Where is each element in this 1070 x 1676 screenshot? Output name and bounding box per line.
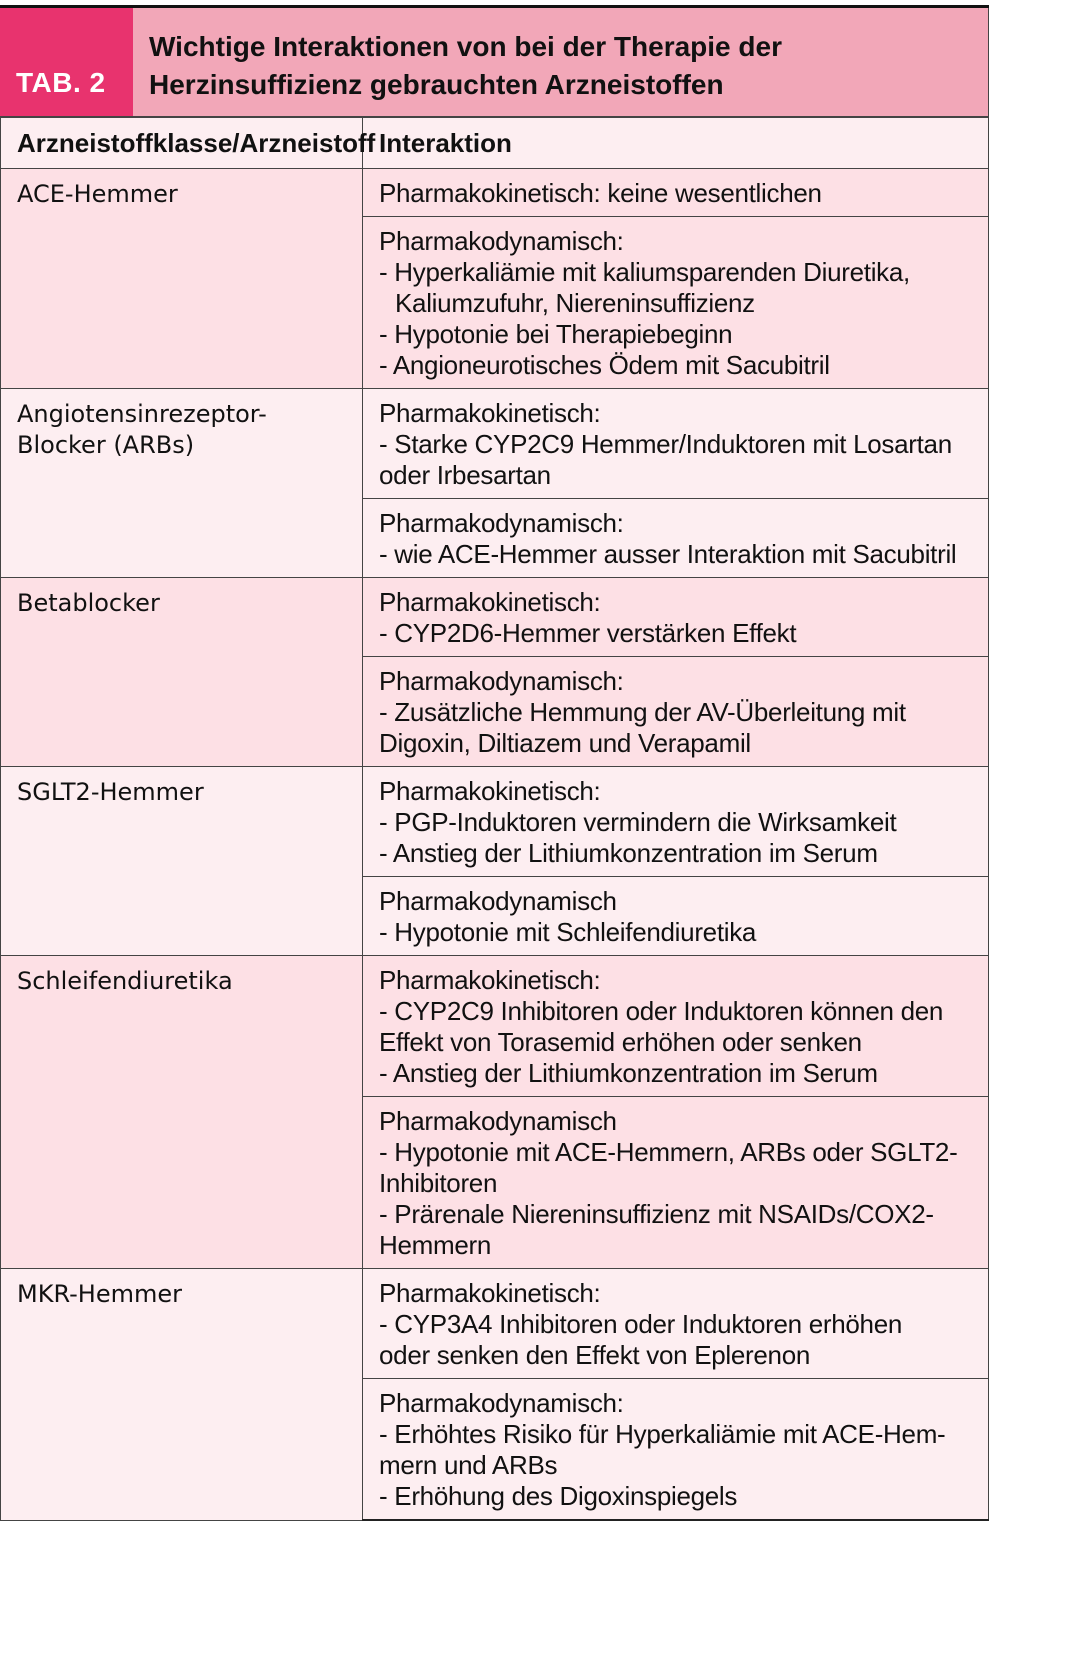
table-caption <box>0 8 989 117</box>
table-title-line: Herzinsuffizienz gebrauchten Arzneistoffen <box>149 69 724 100</box>
column-header-row <box>1 118 989 169</box>
table-title-line: Wichtige Interaktionen von bei der Therapie der <box>149 31 782 62</box>
interaction-cell <box>363 217 989 389</box>
interaction-line: - Starke CYP2C9 Hemmer/Induktoren mit Losartan <box>379 429 952 459</box>
interaction-line: - Erhöhtes Risiko für Hyperkaliämie mit ACE-Hem- <box>379 1419 946 1449</box>
interaction-line: oder Irbesartan <box>379 460 551 490</box>
interaction-table-figure <box>0 5 989 1521</box>
interaction-line: Pharmakokinetisch: <box>379 776 601 806</box>
interaction-line: - Hypotonie mit ACE-Hemmern, ARBs oder SGLT2- <box>379 1137 958 1167</box>
interaction-line: Pharmakokinetisch: <box>379 965 601 995</box>
interaction-line: Pharmakodynamisch <box>379 1106 617 1136</box>
interaction-line: Effekt von Torasemid erhöhen oder senken <box>379 1027 862 1057</box>
drug-class-cell: Schleifendiuretika <box>1 956 363 1269</box>
interaction-line: - PGP-Induktoren vermindern die Wirksamkeit <box>379 807 897 837</box>
interaction-line: Pharmakodynamisch: <box>379 226 624 256</box>
drug-class-cell: ACE-Hemmer <box>1 169 363 389</box>
interaction-line: Pharmakodynamisch: <box>379 508 624 538</box>
interaction-line: - CYP3A4 Inhibitoren oder Induktoren erhöhen <box>379 1309 903 1339</box>
interaction-cell <box>363 1379 989 1521</box>
interaction-cell <box>363 389 989 499</box>
table-number-label: TAB. 2 <box>0 8 133 116</box>
interaction-cell <box>363 1269 989 1379</box>
interaction-line: - Angioneurotisches Ödem mit Sacubitril <box>379 350 830 380</box>
interaction-line: - Hypotonie mit Schleifendiuretika <box>379 917 757 947</box>
interaction-line: Pharmakokinetisch: keine wesentlichen <box>379 178 822 208</box>
table-title <box>133 8 988 116</box>
table-row <box>1 956 989 1097</box>
interaction-cell <box>363 169 989 217</box>
column-header-drug: Arzneistoffklasse/Arzneistoff <box>1 118 363 169</box>
interaction-line: oder senken den Effekt von Eplerenon <box>379 1340 811 1370</box>
interaction-cell <box>363 877 989 956</box>
interaction-line: Hemmern <box>379 1230 492 1260</box>
drug-class-cell: Betablocker <box>1 578 363 767</box>
interaction-line: - Erhöhung des Digoxinspiegels <box>379 1481 738 1511</box>
interaction-line: Pharmakodynamisch: <box>379 1388 624 1418</box>
table-row <box>1 1269 989 1379</box>
interaction-cell <box>363 1097 989 1269</box>
interaction-table <box>0 117 989 1521</box>
drug-class-cell: MKR-Hemmer <box>1 1269 363 1521</box>
table-row <box>1 767 989 877</box>
interaction-cell <box>363 657 989 767</box>
interaction-cell <box>363 578 989 657</box>
interaction-cell <box>363 499 989 578</box>
interaction-line: Pharmakodynamisch <box>379 886 617 916</box>
drug-class-cell: SGLT2-Hemmer <box>1 767 363 956</box>
interaction-line: Kaliumzufuhr, Niereninsuffizienz <box>395 288 755 318</box>
drug-class-cell: Angiotensinrezeptor-Blocker (ARBs) <box>1 389 363 578</box>
interaction-line: mern und ARBs <box>379 1450 558 1480</box>
table-row <box>1 578 989 657</box>
table-row <box>1 389 989 499</box>
interaction-line: Pharmakokinetisch: <box>379 587 601 617</box>
interaction-line: Inhibitoren <box>379 1168 498 1198</box>
interaction-line: - Anstieg der Lithiumkonzentration im Serum <box>379 838 878 868</box>
interaction-cell <box>363 767 989 877</box>
interaction-line: Pharmakokinetisch: <box>379 1278 601 1308</box>
interaction-cell <box>363 956 989 1097</box>
interaction-line: - Prärenale Niereninsuffizienz mit NSAIDs/COX2- <box>379 1199 934 1229</box>
table-row <box>1 169 989 217</box>
column-header-interaction: Interaktion <box>363 118 989 169</box>
interaction-line: - Hypotonie bei Therapiebeginn <box>379 319 733 349</box>
interaction-line: - Anstieg der Lithiumkonzentration im Serum <box>379 1058 878 1088</box>
interaction-line: - wie ACE-Hemmer ausser Interaktion mit Sacubitril <box>379 539 957 569</box>
interaction-line: - Zusätzliche Hemmung der AV-Überleitung mit <box>379 697 906 727</box>
interaction-line: - CYP2C9 Inhibitoren oder Induktoren können den <box>379 996 944 1026</box>
interaction-line: Pharmakodynamisch: <box>379 666 624 696</box>
interaction-line: - Hyperkaliämie mit kaliumsparenden Diuretika, <box>379 257 910 287</box>
interaction-line: Pharmakokinetisch: <box>379 398 601 428</box>
interaction-line: Digoxin, Diltiazem und Verapamil <box>379 728 751 758</box>
interaction-line: - CYP2D6-Hemmer verstärken Effekt <box>379 618 797 648</box>
table-body <box>1 169 989 1521</box>
